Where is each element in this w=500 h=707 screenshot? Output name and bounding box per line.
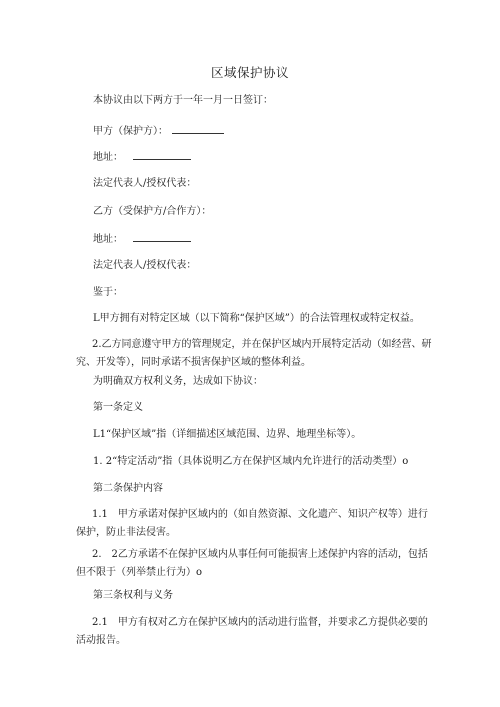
article-2-item-1: 1.1 甲方承诺对保护区域内的（如自然资源、文化遗产、知识产权等）进行保护，防止非法侵害。 [76,509,428,538]
party-a-name-blank [172,123,224,134]
party-a-address-label: 地址： [93,152,123,163]
party-a-line [93,123,453,139]
party-b-address-label: 地址： [93,234,123,245]
party-a-address-line [93,149,453,165]
article-3-title: 第三条权利与义务 [93,590,173,601]
party-a-rep: 法定代表人/授权代表： [93,178,197,189]
intro-text: 本协议由以下两方于一年一月一日签订： [93,95,273,106]
whereas-item-1: L甲方拥有对特定区域（以下简称“保护区域”）的合法管理权或特定权益。 [93,313,420,324]
article-2-item-2: 2. 2乙方承诺不在保护区域内从事任何可能损害上述保护内容的活动，包括但不限于（列举禁止行为）o [76,549,428,578]
whereas-heading: 鉴于： [93,287,123,298]
party-b-address-line [93,231,453,247]
article-1-item-2: 1. 2“特定活动”指（具体说明乙方在保护区域内允许进行的活动类型）o [93,456,409,467]
document-title: 区域保护协议 [210,65,289,80]
party-b-label: 乙方（受保护方/合作方）： [93,206,212,217]
article-1-title: 第一条定义 [93,402,143,413]
article-1-item-1: L1“保护区域”指（详细描述区域范围、边界、地理坐标等）。 [93,429,362,440]
article-3-item-1: 2.1 甲方有权对乙方在保护区域内的活动进行监督，并要求乙方提供必要的活动报告。 [76,617,428,646]
party-a-address-blank [133,149,191,160]
party-b-address-blank [133,231,191,242]
whereas-item-2: 2.乙方同意遵守甲方的管理规定，并在保护区域内开展特定活动（如经营、研究、开发等），同时承诺不损害保护区域的整体利益。 [76,339,432,368]
article-2-title: 第二条保护内容 [93,483,163,494]
party-a-label: 甲方（保护方）： [93,126,168,137]
party-b-rep: 法定代表人/授权代表： [93,260,197,271]
purpose-text: 为明确双方权利义务，达成如下协议： [93,376,263,387]
